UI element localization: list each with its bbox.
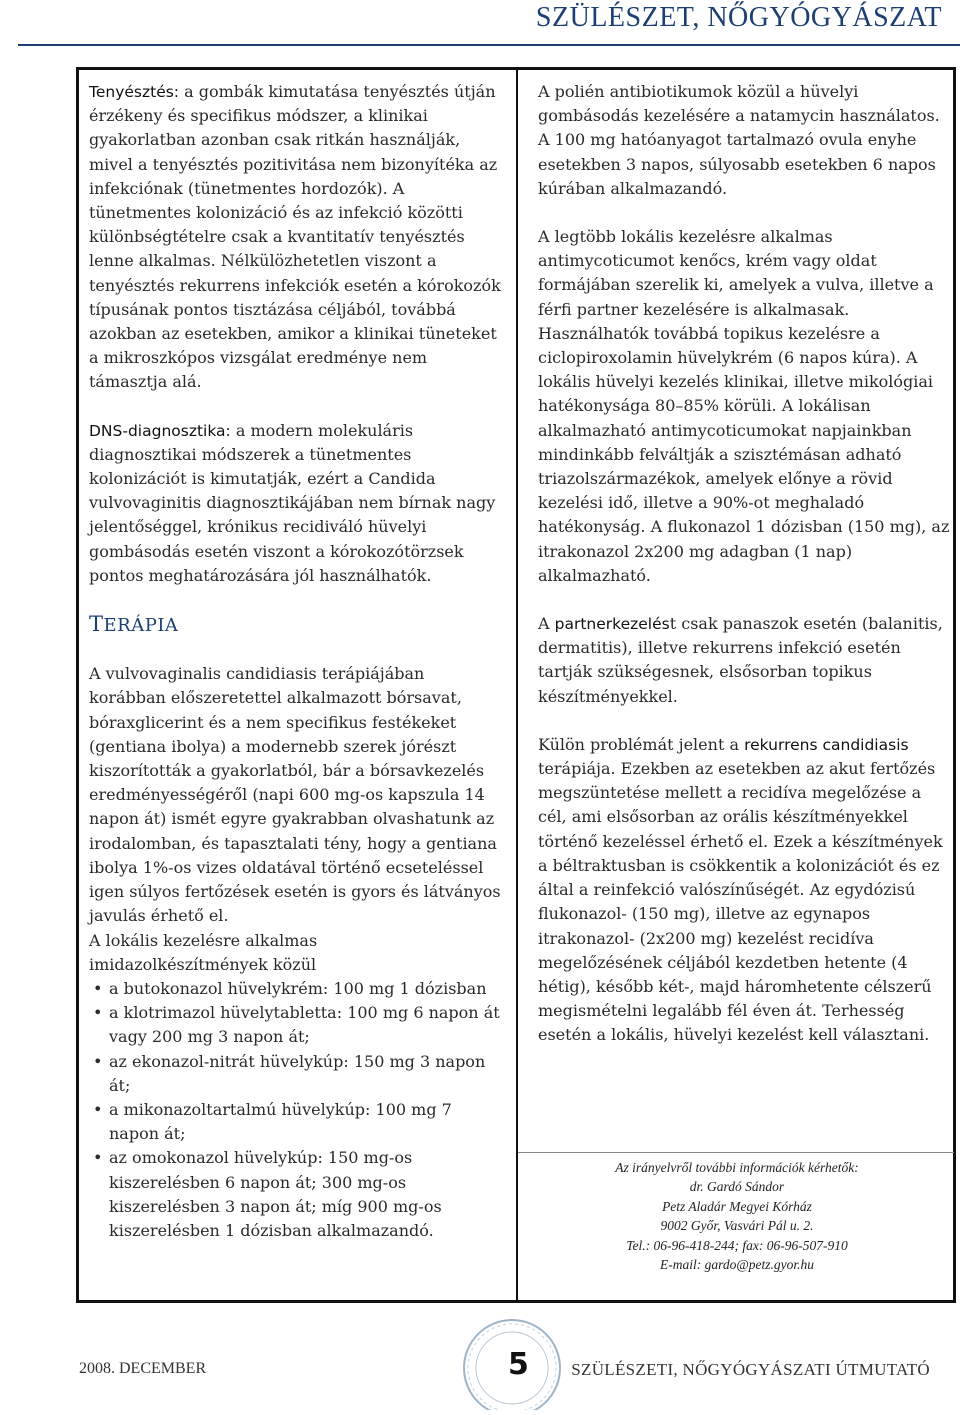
dna-text: a modern molekuláris diagnosztikai módszerek a tünetmentes kolonizációt is kimutatják, ezért a Candida vulvovaginitis diagnosztikájában nem bírnak nagy jelentőséggel, krónikus recidiváló hüvelyi gombásodás esetén viszont a kórokozótörzsek pontos meghatározására jól használhatók.	[89, 420, 496, 585]
partner-pre: A	[538, 614, 555, 634]
contact-line-1: Az irányelvről további információk kérhetők:	[615, 1160, 859, 1175]
culture-term: Tenyésztés:	[89, 83, 180, 101]
list-item	[89, 1146, 501, 1243]
bullet-icon: •	[93, 1051, 103, 1071]
culture-text: a gombák kimutatása tenyésztés útján érzékeny és specifikus módszer, a klinikai gyakorlatban azonban csak ritkán használják, mivel a tenyésztés pozitivitása nem bizonyítéka az infekciónak (tünetmentes hordozók). A tünetmentes kolonizáció és az infekció közötti különbségtételre csak a kvantitatív tenyésztés lenne alkalmas. Nélkülözhetetlen viszont a tenyésztés rekurrens infekciók esetén a kórokozók típusának pontos tisztázása céljából, továbbá azokban az esetekben, amikor a klinikai tüneteket a mikroszkópos vizsgálat eredménye nem támasztja alá.	[89, 82, 501, 392]
contact-line-4: 9002 Győr, Vasvári Pál u. 2.	[660, 1218, 814, 1234]
imidazole-list	[89, 977, 501, 1243]
contact-line-3: Petz Aladár Megyei Kórház	[662, 1198, 812, 1214]
recurrent-pre: Külön problémát jelent a	[538, 734, 745, 754]
recurrent-text: terápiája. Ezekben az esetekben az akut fertőzés megszüntetése mellett a recidíva megelőzése a cél, ami elsősorban az orális készítményekkel történő kezeléssel érhető el. Ezek a készítmények a béltraktusban is csökkentik a kolonizációt és ez által a reinfekció valószínűségét. Az egydózisú flukonazol- (150 mg), illetve az egynapos itrakonazol- (2x200 mg) kezelést recidíva megelőzésének céljából kezdetben hetente (4 hétig), később két-, majd háromhetente célszerű megismételni legalább fél éven át. Terhesség esetén a lokális, hüvelyi kezelést kell választani.	[538, 759, 943, 1045]
dna-term: DNS-diagnosztika:	[89, 421, 231, 440]
left-column	[89, 80, 501, 1243]
therapy-heading	[89, 612, 501, 638]
list-item-text: az ekonazol-nitrát hüvelykúp: 150 mg 3 napon át;	[109, 1051, 486, 1095]
list-item-text: a butokonazol hüvelykrém: 100 mg 1 dózisban	[109, 978, 487, 998]
contact-line-6: E-mail: gardo@petz.gyor.hu	[659, 1257, 815, 1273]
list-item-text: a klotrimazol hüvelytabletta: 100 mg 6 napon át vagy 200 mg 3 napon át;	[109, 1003, 500, 1047]
bullet-icon: •	[93, 1148, 103, 1168]
bullet-icon: •	[93, 1003, 103, 1023]
column-divider	[516, 67, 518, 1303]
header-title: SZÜLÉSZET, NŐGYÓGYÁSZAT	[535, 2, 942, 33]
footer-date: 2008. DECEMBER	[79, 1360, 207, 1377]
contact-separator	[518, 1152, 954, 1153]
contact-line-2: dr. Gardó Sándor	[689, 1179, 785, 1195]
local-treatment-paragraph: A legtöbb lokális kezelésre alkalmas antimycoticumot kenőcs, krém vagy oldat formájában szerelik ki, amelyek a vulva, illetve a férfi partner kezelésére is alkalmasak. Használhatók továbbá topikus kezelésre a ciclopiroxolamin hüvelykrém (6 napos kúra). A lokális hüvelyi kezelés klinikai, illetve mikológiai hatékonysága 80–85% körüli. A lokálisan alkalmazható antimycoticumokat napjainkban mindinkább felváltják a szisztémásan adható triazolszármazékok, amelyek előnye a rövid kezelési idő, illetve a 90%-ot meghaladó hatékonyság. A flukonazol 1 dózisban (150 mg), az itrakonazol 2x200 mg adagban (1 nap) alkalmazható.	[538, 227, 950, 585]
bullet-icon: •	[93, 978, 103, 998]
list-item	[89, 1001, 501, 1049]
list-item	[89, 1098, 501, 1146]
page-number: 5	[508, 1347, 529, 1382]
culture-paragraph	[89, 80, 501, 395]
contact-block	[520, 1158, 954, 1274]
therapy-paragraph: A vulvovaginalis candidiasis terápiájában korábban előszeretettel alkalmazott bórsavat, bóraxglicerint és a nem specifikus festékeket (gentiana ibolya) a modernebb szerek jórészt kiszorították a gyakorlatból, bár a bórsavkezelés eredményességéről (napi 600 mg-os kapszula 14 napon át) ismét egyre gyakrabban olvashatunk az irodalomban, és tapasztalati tény, hogy a gentiana ibolya 1%-os vizes oldatával történő ecseteléssel igen súlyos fertőzések esetén is gyors és látványos javulás érhető el.	[89, 664, 501, 926]
page-header	[18, 0, 960, 46]
partner-text: t csak panaszok esetén (balanitis, dermatitis), illetve rekurrens infekció esetén tartják szükségesnek, elsősorban topikus készítményekkel.	[538, 614, 943, 706]
dna-paragraph	[89, 419, 501, 588]
bullet-icon: •	[93, 1099, 103, 1119]
therapy-heading-cap: T	[89, 612, 104, 637]
list-item-text: az omokonazol hüvelykúp: 150 mg-os kiszerelésben 6 napon át; 300 mg-os kiszerelésben 3 napon át; míg 900 mg-os kiszerelésben 1 dózisban alkalmazandó.	[109, 1148, 442, 1240]
list-item	[89, 1050, 501, 1098]
partner-paragraph	[538, 612, 950, 709]
partner-term: partnerkezelés	[554, 615, 670, 634]
therapy-heading-rest: ERÁPIA	[103, 615, 179, 637]
contact-line-5: Tel.: 06-96-418-244; fax: 06-96-507-910	[626, 1237, 848, 1253]
list-item	[89, 977, 501, 1001]
polyene-paragraph: A polién antibiotikumok közül a hüvelyi gombásodás kezelésére a natamycin használatos. A 100 mg hatóanyagot tartalmazó ovula enyhe esetekben 3 napos, súlyosabb esetekben 6 napos kúrában alkalmazandó.	[538, 82, 940, 198]
recurrent-term: rekurrens candidiasis	[744, 735, 909, 754]
imidazole-intro: A lokális kezelésre alkalmas imidazolkészítmények közül	[89, 930, 318, 974]
right-column	[538, 80, 950, 1072]
recurrent-paragraph	[538, 733, 950, 1048]
footer-title: SZÜLÉSZETI, NŐGYÓGYÁSZATI ÚTMUTATÓ	[571, 1360, 930, 1379]
list-item-text: a mikonazoltartalmú hüvelykúp: 100 mg 7 napon át;	[109, 1099, 452, 1144]
